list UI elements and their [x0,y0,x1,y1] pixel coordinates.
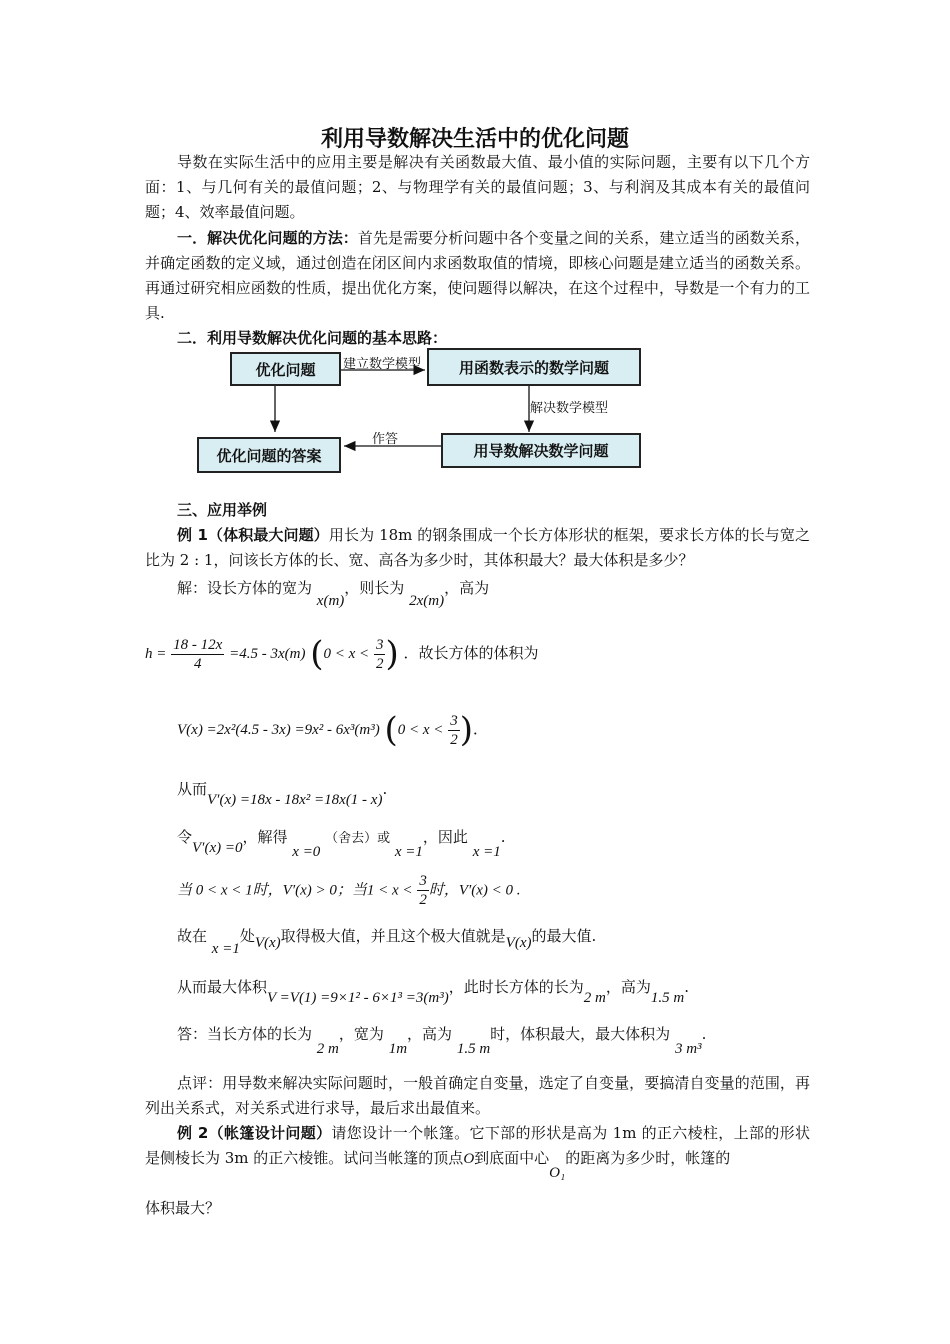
section1-text: 首先是需要分析问题中各个变量之间的关系，建立适当的函数关系，并确定函数的定义域，通过创造在闭区间内求函数取值的情境，即核心问题是建立适当的函数关系。再通过研究相应函数的性质，提出优化方案，使问题得以解决，在这个过程中，导数是一个有力的工具. [145,229,810,322]
volume-domain-fraction [448,712,460,749]
example2-text3: 的距离为多少时，帐篷的 [565,1149,731,1167]
example2-text2: 到底面中心 [474,1149,550,1167]
ans-w: 1m [388,1041,408,1057]
h-lhs: h = [145,646,167,662]
derivative-eq: V′(x) =18x - 18x² =18x(1 - x) [207,792,383,808]
domain-num: 3 [375,636,384,653]
height-intro: ，高为 [444,579,490,597]
mono-den: 2 [419,892,427,908]
volume-intro: ．故长方体的体积为 [403,644,539,662]
length-expr: 2x(m) [409,593,445,609]
shequ-text: （舍去）或 [325,831,391,846]
flow-label-model: 建立数学模型 [343,357,422,372]
ans-a: 答：当长方体的长为 [177,1025,313,1043]
volume-domain: 0 < x < [397,722,444,738]
ans-h: 1.5 m [456,1041,491,1057]
h-rhs: =4.5 - 3x(m) [229,646,306,662]
mono-fraction [417,872,429,909]
height-formula: h = $\frac{18 - 12x}{4}$ =4.5 - 3x(m) (0 < x < $\frac{3}{2}$ ) ．故长方体的体积为 [145,634,539,674]
solution-line1 [177,577,490,609]
ans-v: 3 m³ [674,1041,702,1057]
jida-text: 取得极大值，并且这个极大值就是 [280,927,506,945]
yinci-text: ，因此 [422,828,468,846]
flow-box-math-problem: 用函数表示的数学问题 [427,348,641,386]
maxvol-intro: 从而最大体积 [177,978,268,996]
length-intro: ，则长为 [344,579,405,597]
section3-heading: 三、应用举例 [177,501,268,519]
mono-part1: 当 0 < x < 1时，V′(x) > 0；当1 < x < [177,882,413,899]
intro-paragraph: 导数在实际生活中的应用主要是解决有关函数最大值、最小值的实际问题，主要有以下几个方面：1、与几何有关的最值问题；2、与物理学有关的最值问题；3、与利润及其成本有关的最值问题；4、效率最值问题。 [145,153,810,221]
flow-label-answer: 作答 [372,432,399,447]
ans-d: 时，体积最大，最大体积为 [490,1025,671,1043]
root-one-b: x =1 [472,844,501,860]
ans-b: ，宽为 [338,1025,384,1043]
flow-label-solve: 解决数学模型 [530,401,609,416]
deriv-zero: V′(x) =0 [192,840,243,856]
vd-den: 2 [450,731,458,748]
chu-text: 处 [239,927,255,945]
ling-text: 令 [177,828,193,846]
len-val: 2 m [583,990,606,1006]
h-numerator: 18 - 12x [173,636,223,653]
answer-line: 答：当长方体的长为 2 m，宽为 1m，高为 1.5 m时，体积最大，最大体积为 3 m³. [177,1025,707,1057]
example2-heading: 例 2（帐篷设计问题） [177,1124,332,1142]
monotonic-line [177,872,521,909]
ans-c: ，高为 [407,1025,453,1043]
domain-fraction [374,636,386,673]
vertex-O: O [463,1151,475,1167]
example2-tail: 体积最大？ [145,1199,221,1217]
page-title: 利用导数解决生活中的优化问题 [320,127,629,152]
volume-formula: V(x) =2x²(4.5 - 3x) =9x² - 6x³(m³) (0 < x < $\frac{3}{2}$ )． [177,710,488,750]
domain-den: 2 [375,655,384,672]
h-denominator: 4 [193,655,202,672]
cong-text: 从而 [177,780,208,798]
vx-2: V(x) [505,935,532,951]
guzai-text: 故在 [177,927,208,945]
maxvol-eq: V =V(1) =9×1² - 6×1³ =3(m³) [267,990,449,1006]
flow-box-problem: 优化问题 [230,352,341,386]
vx-1: V(x) [254,935,281,951]
gaowei-text: ，高为 [605,978,651,996]
flow-box-answer: 优化问题的答案 [197,437,341,473]
vd-num: 3 [450,712,458,729]
domain-expr: 0 < x < [323,646,370,662]
h-fraction [171,636,224,673]
zuida-text: 的最大值. [531,927,597,945]
root-zero: x =0 [292,844,321,860]
example2-text1: 请您设计一个帐篷。它下部的形状是高为 1m 的正六棱柱，上部的形状是侧棱长为 3m 的正六棱锥。试问当帐篷的顶点 [145,1124,810,1167]
solution-intro: 解：设长方体的宽为 [177,579,313,597]
width-expr: x(m) [316,593,345,609]
comment-paragraph: 点评：用导数来解决实际问题时，一般首确定自变量，选定了自变量，要搞清自变量的范围，再列出关系式，对关系式进行求导，最后求出最值来。 [145,1074,810,1117]
flow-box-derivative: 用导数解决数学问题 [441,433,641,468]
mono-part2: 时，V′(x) < 0 . [428,882,521,899]
h-val: 1.5 m [650,990,685,1006]
maxvolume-line: 从而最大体积V =V(1) =9×1² - 6×1³ =3(m³)，此时长方体的长为2 m，高为1.5 m. [177,978,689,1006]
example1-problem [145,523,810,573]
mono-num: 3 [419,873,427,889]
example1-text: 用长为 18m 的钢条围成一个长方体形状的框架，要求长方体的长与宽之比为 2 : 1，问该长方体的长、宽、高各为多少时，其体积最大？最大体积是多少？ [145,526,810,569]
example1-heading: 例 1（体积最大问题） [177,526,329,544]
center-O1: O₁ [549,1165,566,1181]
volume-eq: V(x) =2x²(4.5 - 3x) =9x² - 6x³(m³) [177,722,380,738]
ans-len: 2 m [316,1041,339,1057]
jiede-text: ，解得 [242,828,288,846]
critical-line: 令V′(x) =0，解得 x =0 （舍去）或 x =1，因此 x =1. [177,828,506,860]
section2-heading: 二．利用导数解决优化问题的基本思路： [177,329,448,347]
example2-problem [145,1121,810,1181]
derivative-line: 从而V′(x) =18x - 18x² =18x(1 - x). [177,780,388,808]
section1-heading: 一．解决优化问题的方法： [177,229,358,247]
maxvol-tail: ，此时长方体的长为 [448,978,584,996]
extremum-line [177,925,597,957]
root-one: x =1 [394,844,423,860]
x-one: x =1 [211,941,240,957]
